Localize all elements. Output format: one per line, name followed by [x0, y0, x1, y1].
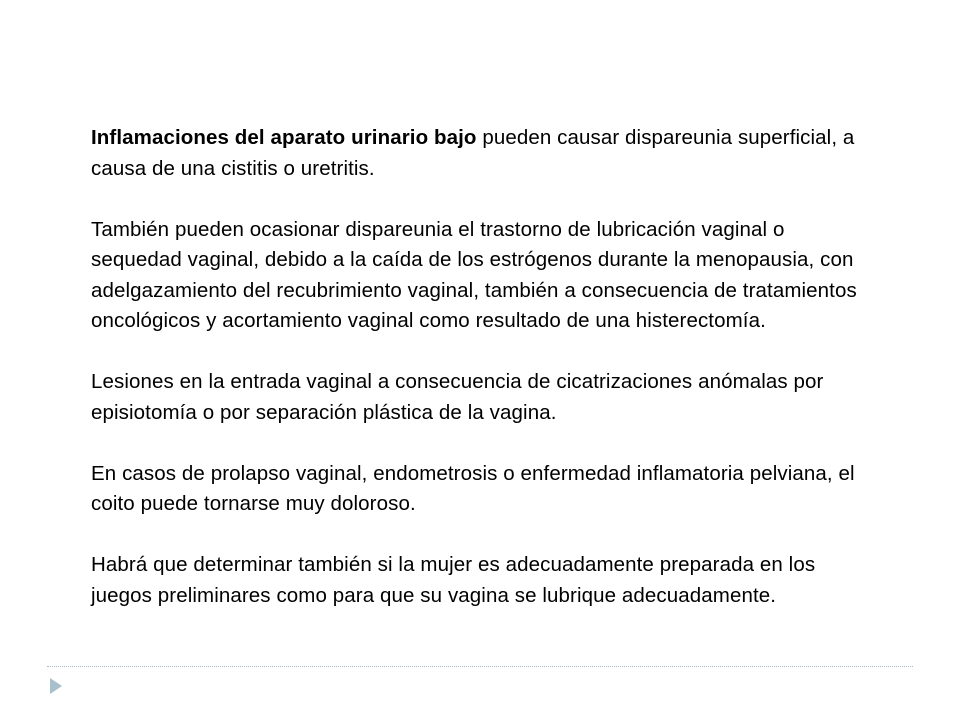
slide-body-text	[91, 123, 871, 611]
paragraph-foreplay: Habrá que determinar también si la mujer es adecuadamente preparada en los juegos preliminares como para que su vagina se lubrique adecuadamente.	[91, 553, 816, 607]
footer-divider	[47, 666, 913, 667]
paragraph-lubrication-disorder: También pueden ocasionar dispareunia el trastorno de lubricación vaginal o sequedad vaginal, debido a la caída de los estrógenos durante la menopausia, con adelgazamiento del recubrimiento vaginal, también a consecuencia de tratamientos oncológicos y acortamiento vaginal como resultado de una histerectomía.	[91, 217, 857, 332]
paragraph-prolapse: En casos de prolapso vaginal, endometrosis o enfermedad inflamatoria pelviana, el coito puede tornarse muy doloroso.	[91, 461, 855, 515]
paragraph-text: pueden causar dispareunia superficial, a causa de una cistitis o uretritis.	[91, 126, 855, 180]
paragraph-urinary-inflammation	[91, 123, 871, 184]
paragraph-vaginal-lesions: Lesiones en la entrada vaginal a consecuencia de cicatrizaciones anómalas por episiotomía o por separación plástica de la vagina.	[91, 370, 824, 424]
triangle-right-icon	[46, 676, 66, 696]
paragraph-lead-bold: Inflamaciones del aparato urinario bajo	[91, 126, 477, 149]
